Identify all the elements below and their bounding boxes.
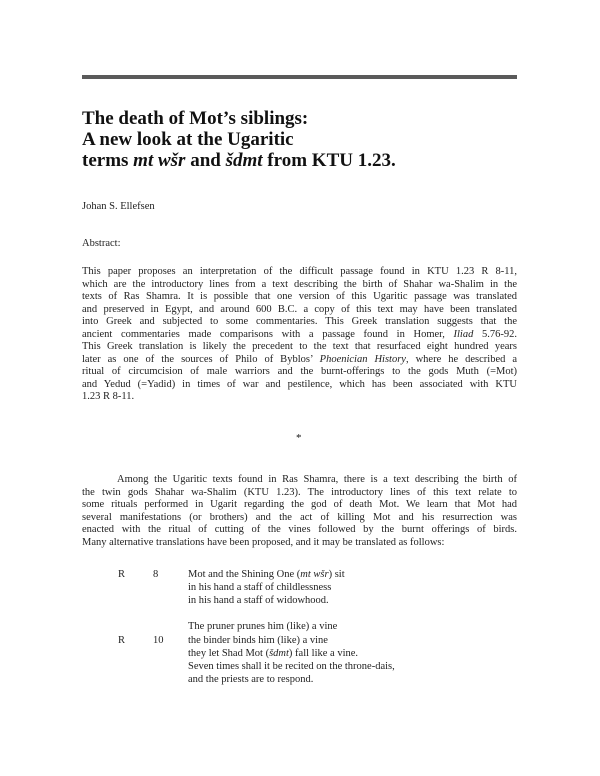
- abstract-line: which are the introductory lines from a text describing the birth of Shahar wa-Shalim in the: [82, 278, 517, 290]
- abstract-line: texts of Ras Shamra. It is possible that one version of this Ugaritic passage was translated: [82, 291, 517, 302]
- translation-text-post: ) sit: [328, 569, 345, 580]
- translation-text-pre: Mot and the Shining One (: [188, 569, 301, 580]
- term-sdmt: šdmt: [269, 648, 289, 659]
- body-line: Many alternative translations have been proposed, and it may be translated as follows:: [82, 536, 445, 548]
- title-line-3-post: from KTU 1.23.: [262, 150, 396, 171]
- line-number: 8: [153, 569, 159, 580]
- translation-text: and the priests are to respond.: [188, 674, 314, 685]
- body-paragraph: [82, 474, 517, 549]
- author-name: Johan S. Ellefsen: [82, 201, 155, 212]
- iliad-ref-number: 5.76-92.: [473, 328, 518, 340]
- paper-title: [82, 108, 522, 171]
- body-line: some rituals performed in Ugarit regarding the god of death Mot. We learn that Mot had: [82, 499, 517, 510]
- title-term-mt-wsr: mt wšr: [133, 150, 186, 171]
- abstract-line: ritual of circumcision of male warriors and the burnt-offerings to the gods Muth (=Mot): [82, 366, 517, 377]
- abstract-line: and Yedud (=Yadid) in times of war and pestilence, which has been associated with KTU: [82, 378, 517, 390]
- abstract-line: [82, 329, 517, 342]
- line-number: 10: [153, 635, 164, 646]
- abstract-line-text: , where he described a: [405, 353, 518, 365]
- translation-text-post: ) fall like a vine.: [288, 648, 359, 659]
- abstract-line: into Greek and subjected to some commentaries. This Greek translation suggests that the: [82, 316, 517, 327]
- abstract-line-text: later as one of the sources of Philo of Byblos’: [82, 353, 320, 365]
- section-separator: *: [296, 432, 302, 444]
- abstract-text: [82, 266, 517, 404]
- title-line-3-mid: and: [185, 150, 226, 171]
- abstract-line: This paper proposes an interpretation of the difficult passage found in KTU 1.23 R 8-11,: [82, 266, 517, 277]
- translation-text-pre: they let Shad Mot (: [188, 648, 270, 659]
- line-siglum: R: [118, 569, 126, 580]
- translation-text: the binder binds him (like) a vine: [188, 635, 328, 646]
- abstract-line: This Greek translation is likely the precedent to the text that resurfaced eight hundred years: [82, 341, 517, 352]
- header-rule: [82, 75, 517, 79]
- title-line-2: A new look at the Ugaritic: [82, 129, 294, 150]
- translation-text: The pruner prunes him (like) a vine: [188, 621, 338, 632]
- translation-text: Seven times shall it be recited on the throne-dais,: [188, 661, 395, 672]
- abstract-line: 1.23 R 8-11.: [82, 391, 135, 402]
- phoenician-history-reference: Phoenician History: [319, 353, 406, 365]
- body-line: enacted with the ritual of cutting of the vines followed by the burnt offerings of birds.: [82, 524, 517, 535]
- abstract-line: and preserved in Egypt, and around 600 B.C. a copy of this text may have been translated: [82, 303, 517, 315]
- title-line-1: The death of Mot’s siblings:: [82, 108, 309, 129]
- term-mt-wsr: mt wšr: [300, 569, 329, 580]
- body-line: Among the Ugaritic texts found in Ras Shamra, there is a text describing the birth of: [117, 474, 517, 485]
- translation-text: [188, 569, 345, 582]
- title-line-3-pre: terms: [82, 150, 134, 171]
- abstract-line: [82, 354, 517, 367]
- abstract-line-text: ancient commentaries made comparisons with a passage found in Homer,: [82, 328, 454, 340]
- translation-text: in his hand a staff of widowhood.: [188, 595, 329, 606]
- translation-text: [188, 648, 358, 661]
- abstract-label: Abstract:: [82, 238, 121, 249]
- body-line: the twin gods Shahar wa-Shalim (KTU 1.23). The introductory lines of this text relate to: [82, 486, 517, 498]
- title-term-sdmt: šdmt: [225, 150, 263, 171]
- body-line: several manifestations (or brothers) and the act of killing Mot and his resurrection was: [82, 511, 517, 523]
- iliad-reference: Iliad: [453, 328, 474, 340]
- title-line-3: [82, 150, 522, 171]
- translation-text: in his hand a staff of childlessness: [188, 582, 332, 593]
- line-siglum: R: [118, 635, 126, 646]
